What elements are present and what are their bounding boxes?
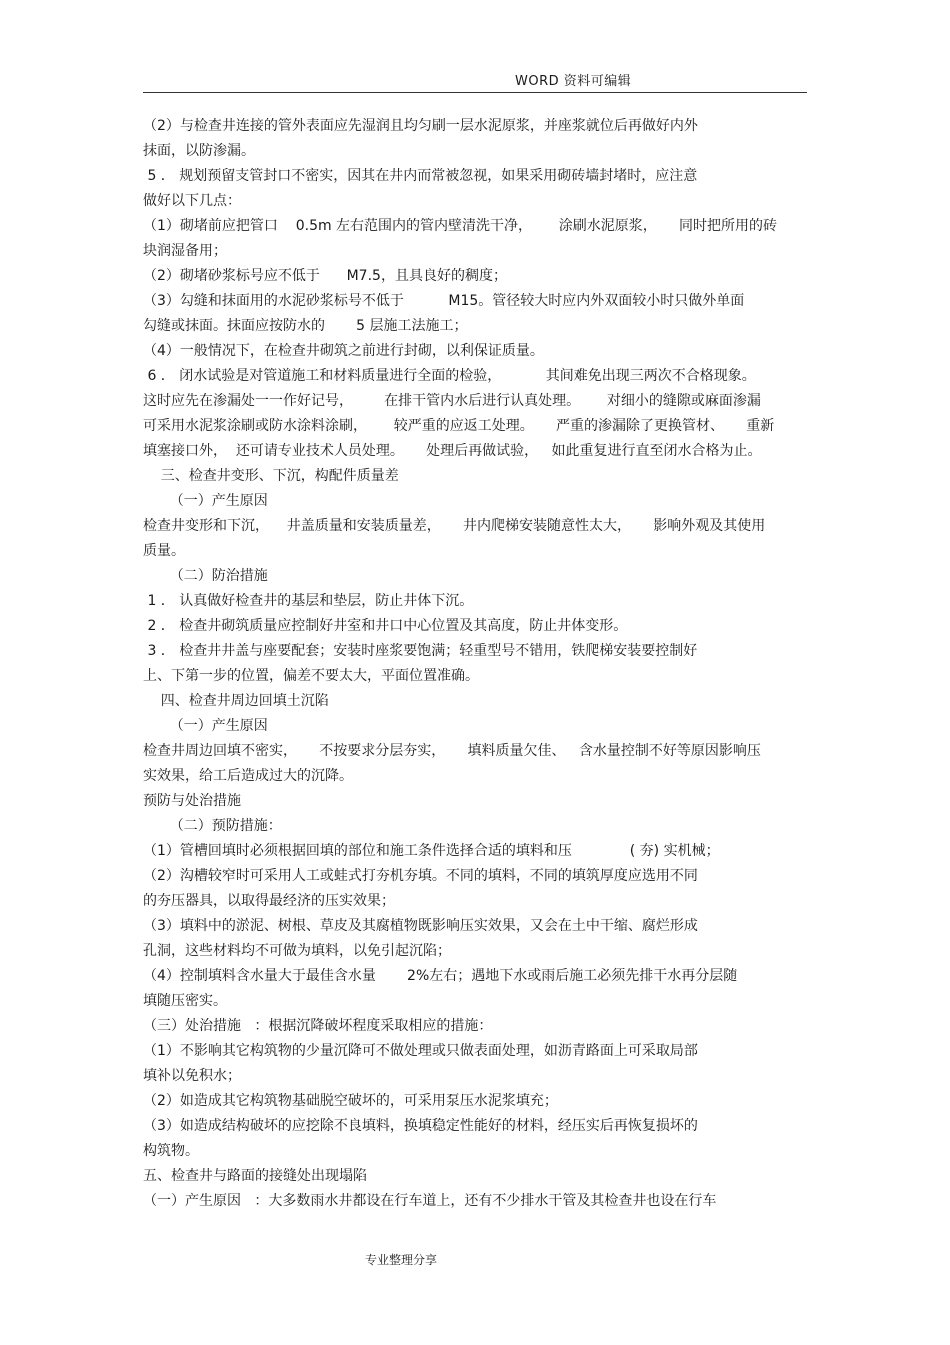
footer-text: 专业整理分享 bbox=[365, 1253, 438, 1267]
text-line: 填补以免积水； bbox=[143, 1068, 241, 1084]
subsection-heading: （一）产生原因 bbox=[143, 718, 268, 734]
text-line: 的夯压器具，以取得最经济的压实效果； bbox=[143, 893, 395, 909]
text-line: 1 ． 认真做好检查井的基层和垫层，防止井体下沉。 bbox=[143, 593, 474, 609]
text-line: 预防与处治措施 bbox=[143, 793, 241, 809]
subsection-heading: （一）产生原因 bbox=[143, 493, 268, 509]
text-line: （4）一般情况下，在检查井砌筑之前进行封砌，以利保证质量。 bbox=[143, 343, 544, 359]
text-line: 填随压密实。 bbox=[143, 993, 227, 1009]
subsection-heading: （二）防治措施 bbox=[143, 568, 268, 584]
text-line: 勾缝或抹面。抹面应按防水的 5 层施工法施工； bbox=[143, 318, 468, 334]
text-line: 3 ． 检查井井盖与座要配套；安装时座浆要饱满；轻重型号不错用，铁爬梯安装要控制好 bbox=[143, 643, 698, 659]
text-line: 5 ． 规划预留支管封口不密实，因其在井内而常被忽视，如果采用砌砖墙封堵时，应注意 bbox=[143, 168, 698, 184]
text-line: 做好以下几点： bbox=[143, 193, 241, 209]
section-heading: 三、检查井变形、下沉，构配件质量差 bbox=[143, 468, 399, 484]
text-line: （4）控制填料含水量大于最佳含水量 2%左右；遇地下水或雨后施工必须先排干水再分层随 bbox=[143, 968, 738, 984]
text-line: （2）沟槽较窄时可采用人工或蛙式打夯机夯填。不同的填料，不同的填筑厚度应选用不同 bbox=[143, 868, 698, 884]
text-line: （3）填料中的淤泥、树根、草皮及其腐植物既影响压实效果，又会在土中干缩、腐烂形成 bbox=[143, 918, 698, 934]
text-line: （1）不影响其它构筑物的少量沉降可不做处理或只做表面处理，如沥青路面上可采取局部 bbox=[143, 1043, 698, 1059]
text-line: 抹面，以防渗漏。 bbox=[143, 143, 255, 159]
subsection-heading: （二）预防措施： bbox=[143, 818, 282, 834]
text-line: （2）砌堵砂浆标号应不低于 M7.5，且具良好的稠度； bbox=[143, 268, 507, 284]
header-title: WORD 资料可编辑 bbox=[515, 74, 632, 89]
text-line: （三）处治措施 ：根据沉降破坏程度采取相应的措施： bbox=[143, 1018, 493, 1034]
text-line: 填塞接口外， 还可请专业技术人员处理。 处理后再做试验， 如此重复进行直至闭水合格为止。 bbox=[143, 443, 762, 459]
text-line: 孔洞，这些材料均不可做为填料，以免引起沉陷； bbox=[143, 943, 451, 959]
text-line: （3）如造成结构破坏的应挖除不良填料，换填稳定性能好的材料，经压实后再恢复损坏的 bbox=[143, 1118, 698, 1134]
text-line: （一）产生原因 ：大多数雨水井都设在行车道上，还有不少排水干管及其检查井也设在行车 bbox=[143, 1193, 717, 1209]
section-heading: 五、检查井与路面的接缝处出现塌陷 bbox=[143, 1168, 367, 1184]
text-line: （2）如造成其它构筑物基础脱空破坏的，可采用泵压水泥浆填充； bbox=[143, 1093, 558, 1109]
text-line: 2 ． 检查井砌筑质量应控制好井室和井口中心位置及其高度，防止井体变形。 bbox=[143, 618, 628, 634]
text-line: 构筑物。 bbox=[143, 1143, 199, 1159]
text-line: （2）与检查井连接的管外表面应先湿润且均匀刷一层水泥原浆，并座浆就位后再做好内外 bbox=[143, 118, 698, 134]
text-line: 检查井周边回填不密实， 不按要求分层夯实， 填料质量欠佳、 含水量控制不好等原因影响压 bbox=[143, 743, 761, 759]
text-line: （1）管槽回填时必须根据回填的部位和施工条件选择合适的填料和压 ( 夯) 实机械； bbox=[143, 843, 720, 859]
text-line: 块润湿备用； bbox=[143, 243, 227, 259]
text-line: 上、下第一步的位置，偏差不要太大，平面位置准确。 bbox=[143, 668, 479, 684]
section-heading: 四、检查井周边回填土沉陷 bbox=[143, 693, 329, 709]
text-line: 检查井变形和下沉， 井盖质量和安装质量差， 井内爬梯安装随意性太大， 影响外观及其使用 bbox=[143, 518, 766, 534]
text-line: 实效果，给工后造成过大的沉降。 bbox=[143, 768, 353, 784]
header-rule bbox=[143, 92, 807, 93]
text-line: 质量。 bbox=[143, 543, 185, 559]
text-line: 这时应先在渗漏处一一作好记号， 在排干管内水后进行认真处理。 对细小的缝隙或麻面渗漏 bbox=[143, 393, 761, 409]
text-line: （1）砌堵前应把管口 0.5m 左右范围内的管内壁清洗干净， 涂刷水泥原浆， 同时把所用的砖 bbox=[143, 218, 778, 234]
text-line: 6 ． 闭水试验是对管道施工和材料质量进行全面的检验， 其间难免出现三两次不合格现象。 bbox=[143, 368, 756, 384]
text-line: （3）勾缝和抹面用的水泥砂浆标号不低于 M15。管径较大时应内外双面较小时只做外单面 bbox=[143, 293, 745, 309]
text-line: 可采用水泥浆涂刷或防水涂料涂刷， 较严重的应返工处理。 严重的渗漏除了更换管材、 重新 bbox=[143, 418, 775, 434]
